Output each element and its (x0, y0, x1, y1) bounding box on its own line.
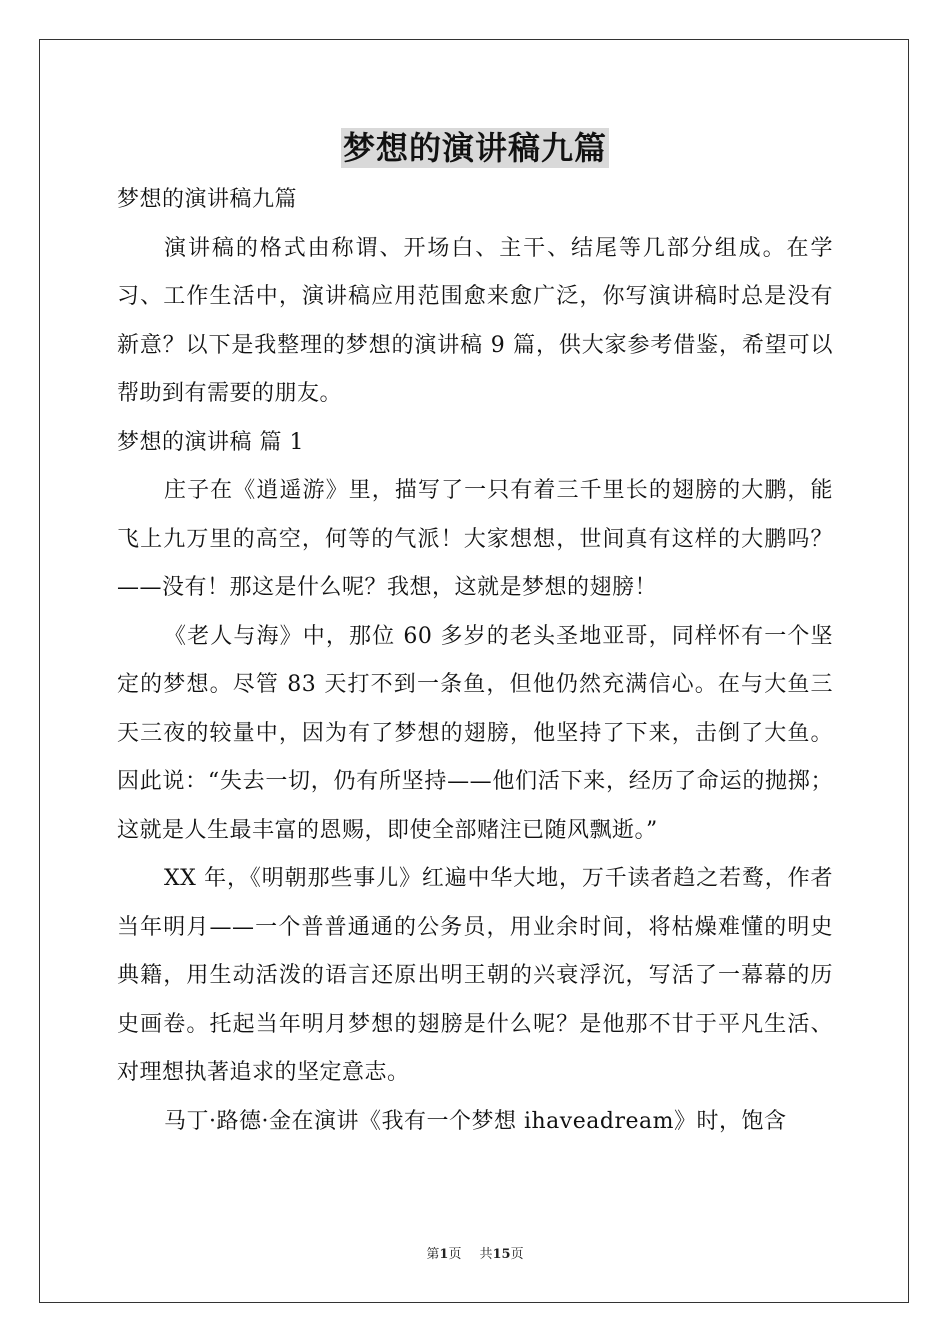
subtitle-line: 梦想的演讲稿九篇 (117, 187, 298, 212)
total-page-count: 15 (492, 1247, 511, 1262)
body-paragraph: 《老人与海》中，那位 60 多岁的老头圣地亚哥，同样怀有一个坚定的梦想。尽管 83 天打不到一条鱼，但他仍然充满信心。在与大鱼三天三夜的较量中，因为有了梦想的翅膀，他坚持了下来，击倒了大鱼。因此说：“失去一切，仍有所坚持——他们活下来，经历了命运的抛掷；这就是人生最丰富的恩赐，即使全部赌注已随风飘逝。” (117, 623, 833, 843)
document-body (117, 176, 833, 1146)
footer-page-suffix: 页 (448, 1247, 462, 1262)
page-footer (0, 1246, 950, 1264)
footer-total-suffix: 页 (510, 1247, 524, 1262)
body-paragraph: XX 年，《明朝那些事儿》红遍中华大地，万千读者趋之若鹜，作者当年明月——一个普普通通的公务员，用业余时间，将枯燥难懂的明史典籍，用生动活泼的语言还原出明王朝的兴衰浮沉，写活了一幕幕的历史画卷。托起当年明月梦想的翅膀是什么呢？是他那不甘于平凡生活、对理想执著追求的坚定意志。 (117, 866, 833, 1085)
footer-total-prefix: 共 (479, 1247, 493, 1262)
body-paragraph: 庄子在《逍遥游》里，描写了一只有着三千里长的翅膀的大鹏，能飞上九万里的高空，何等的气派！大家想想，世间真有这样的大鹏吗？——没有！那这是什么呢？我想，这就是梦想的翅膀！ (117, 478, 833, 600)
footer-prefix: 第 (426, 1247, 440, 1262)
body-paragraph: 马丁·路德·金在演讲《我有一个梦想 ihaveadream》时，饱含 (164, 1108, 787, 1134)
current-page-number: 1 (439, 1247, 449, 1262)
intro-paragraph: 演讲稿的格式由称谓、开场白、主干、结尾等几部分组成。在学习、工作生活中，演讲稿应用范围愈来愈广泛，你写演讲稿时总是没有新意？以下是我整理的梦想的演讲稿 9 篇，供大家参考借鉴，希望可以帮助到有需要的朋友。 (117, 235, 833, 406)
section-heading: 梦想的演讲稿 篇 1 (117, 429, 304, 455)
document-title: 梦想的演讲稿九篇 (342, 129, 607, 167)
title-area (0, 128, 950, 168)
